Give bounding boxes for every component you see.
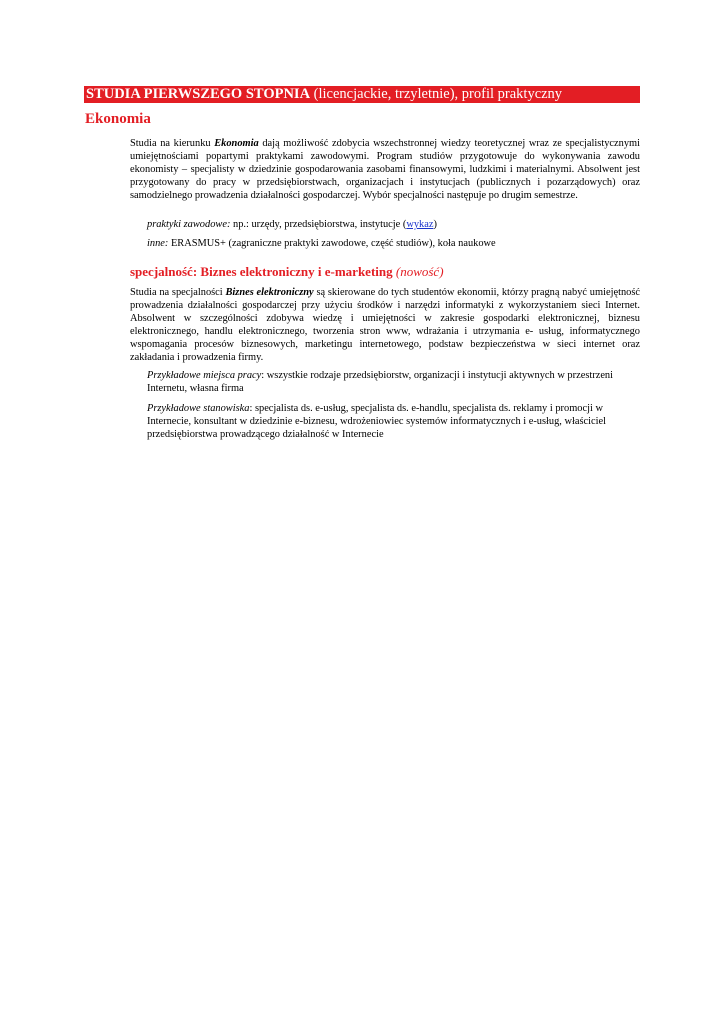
wykaz-link[interactable]: wykaz (406, 219, 434, 230)
praktyki-text: np.: urzędy, przedsiębiorstwa, instytucje ( (230, 219, 407, 230)
degree-banner (84, 86, 640, 103)
miejsca-pracy (147, 369, 617, 395)
intro-text-1: Studia na kierunku (130, 138, 215, 149)
stanowiska-label: Przykładowe stanowiska (147, 403, 250, 414)
desc-text-1: Studia na specjalności (130, 287, 226, 298)
miejsca-text: : wszystkie rodzaje przedsiębiorstw, organizacji i instytucji aktywnych w przestrzeni Internetu, własna firma (147, 370, 614, 395)
specjalnosc-heading (130, 264, 444, 280)
banner-bold: STUDIA PIERWSZEGO STOPNIA (86, 86, 311, 102)
praktyki-label: praktyki zawodowe: (147, 219, 231, 230)
praktyki-line (147, 218, 617, 231)
banner-rest: (licencjackie, trzyletnie), profil praktyczny (310, 86, 563, 102)
stanowiska (147, 402, 617, 441)
specjalnosc-desc (130, 286, 640, 365)
ekonomia-heading: Ekonomia (85, 111, 151, 127)
intro-text-2: dają możliwość zdobycia wszechstronnej wiedzy teoretycznej wraz ze specjalistycznymi umiejętnościami popartymi praktykami zawodowymi. Program studiów przygotowuje do wykonywania zawodu ekonomisty – specjalisty w dziedzinie gospodarowania zasobami finansowymi, ludzkimi i materialnymi. Absolwent jest przygotowany do pracy w przedsiębiorstwach, organizacjach i instytucjach (publicznych i pozarządowych) oraz samodzielnego prowadzenia działalności gospodarczej. Wybór specjalności następuje po drugim semestrze. (130, 138, 640, 202)
inne-text: ERASMUS+ (zagraniczne praktyki zawodowe, część studiów), koła naukowe (168, 238, 496, 249)
desc-bold: Biznes elektroniczny (225, 287, 314, 298)
praktyki-close: ) (433, 219, 437, 230)
miejsca-label: Przykładowe miejsca pracy (147, 370, 262, 381)
inne-label: inne: (147, 238, 169, 249)
intro-bold: Ekonomia (214, 138, 259, 149)
specjalnosc-title: specjalność: Biznes elektroniczny i e-marketing (130, 264, 393, 279)
stanowiska-text: : specjalista ds. e-usług, specjalista ds. e-handlu, specjalista ds. reklamy i promocji w Internecie, konsultant w dziedzinie e-biznesu, wdrożeniowiec systemów informatycznych i e-usług, właściciel przedsiębiorstwa prowadzącego działalność w Internecie (147, 403, 607, 441)
inne-line (147, 237, 617, 250)
ekonomia-intro (130, 137, 640, 202)
specjalnosc-note: (nowość) (395, 264, 444, 279)
desc-text-2: są skierowane do tych studentów ekonomii, którzy pragną nabyć umiejętność prowadzenia działalności gospodarczej przy użyciu środków i narzędzi informatyki z wykorzystaniem sieci Internet. Absolwent w szczególności zdobywa wiedzę i umiejętności w zakresie gospodarki elektronicznej, biznesu elektronicznego, handlu elektronicznego, tworzenia stron www, wdrażania i utrzymania e- usług, informatycznego wspomagania procesów biznesowych, marketingu internetowego, podstaw bezpieczeństwa w sieci internet oraz zakładania i prowadzenia firmy. (130, 287, 641, 364)
